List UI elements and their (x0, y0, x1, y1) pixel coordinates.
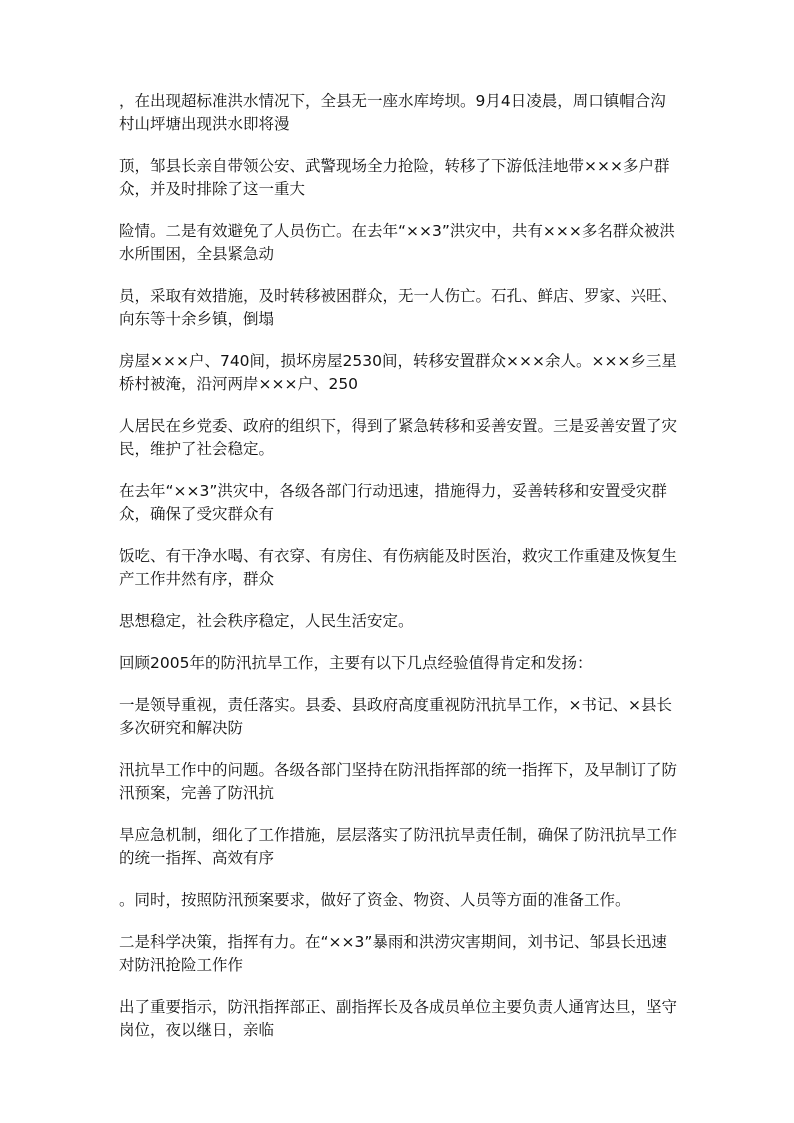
paragraph-9: 思想稳定，社会秩序稳定，人民生活安定。 (119, 612, 414, 630)
paragraph-6: 人居民在乡党委、政府的组织下，得到了紧急转移和妥善安置。三是妥善安置了灾民，维护了社会稳定。 (119, 417, 678, 458)
paragraph-13: 旱应急机制，细化了工作措施，层层落实了防汛抗旱责任制，确保了防汛抗旱工作的统一指挥、高效有序 (119, 826, 678, 867)
paragraph-12: 汛抗旱工作中的问题。各级各部门坚持在防汛指挥部的统一指挥下，及早制订了防汛预案，完善了防汛抗 (119, 761, 678, 802)
paragraph-7: 在去年“××3”洪灾中，各级各部门行动迅速，措施得力，妥善转移和安置受灾群众，确保了受灾群众有 (119, 482, 667, 523)
paragraph-8: 饭吃、有干净水喝、有衣穿、有房住、有伤病能及时医治，救灾工作重建及恢复生产工作井然有序，群众 (119, 547, 678, 588)
paragraph-4: 员，采取有效措施，及时转移被困群众，无一人伤亡。石孔、鲜店、罗家、兴旺、向东等十余乡镇，倒塌 (119, 287, 678, 328)
paragraph-10: 回顾2005年的防汛抗旱工作，主要有以下几点经验值得肯定和发扬： (119, 654, 593, 672)
paragraph-11: 一是领导重视，责任落实。县委、县政府高度重视防汛抗旱工作，×书记、×县长多次研究和解决防 (119, 696, 672, 737)
paragraph-14: 。同时，按照防汛预案要求，做好了资金、物资、人员等方面的准备工作。 (119, 891, 631, 909)
paragraph-3: 险情。二是有效避免了人员伤亡。在去年“××3”洪灾中，共有×××多名群众被洪水所围困，全县紧急动 (119, 222, 675, 263)
paragraph-16: 出了重要指示，防汛指挥部正、副指挥长及各成员单位主要负责人通宵达旦，坚守岗位，夜以继日，亲临 (119, 998, 678, 1039)
paragraph-15: 二是科学决策，指挥有力。在“××3”暴雨和洪涝灾害期间，刘书记、邹县长迅速对防汛抢险工作作 (119, 933, 667, 974)
document-body (119, 90, 679, 1061)
paragraph-1: ，在出现超标准洪水情况下，全县无一座水库垮坝。9月4日凌晨，周口镇帽合沟村山坪塘出现洪水即将漫 (119, 92, 666, 133)
paragraph-2: 顶，邹县长亲自带领公安、武警现场全力抢险，转移了下游低洼地带×××多户群众，并及时排除了这一重大 (119, 157, 670, 198)
paragraph-5: 房屋×××户、740间，损坏房屋2530间，转移安置群众×××余人。×××乡三星桥村被淹，沿河两岸×××户、250 (119, 352, 677, 393)
